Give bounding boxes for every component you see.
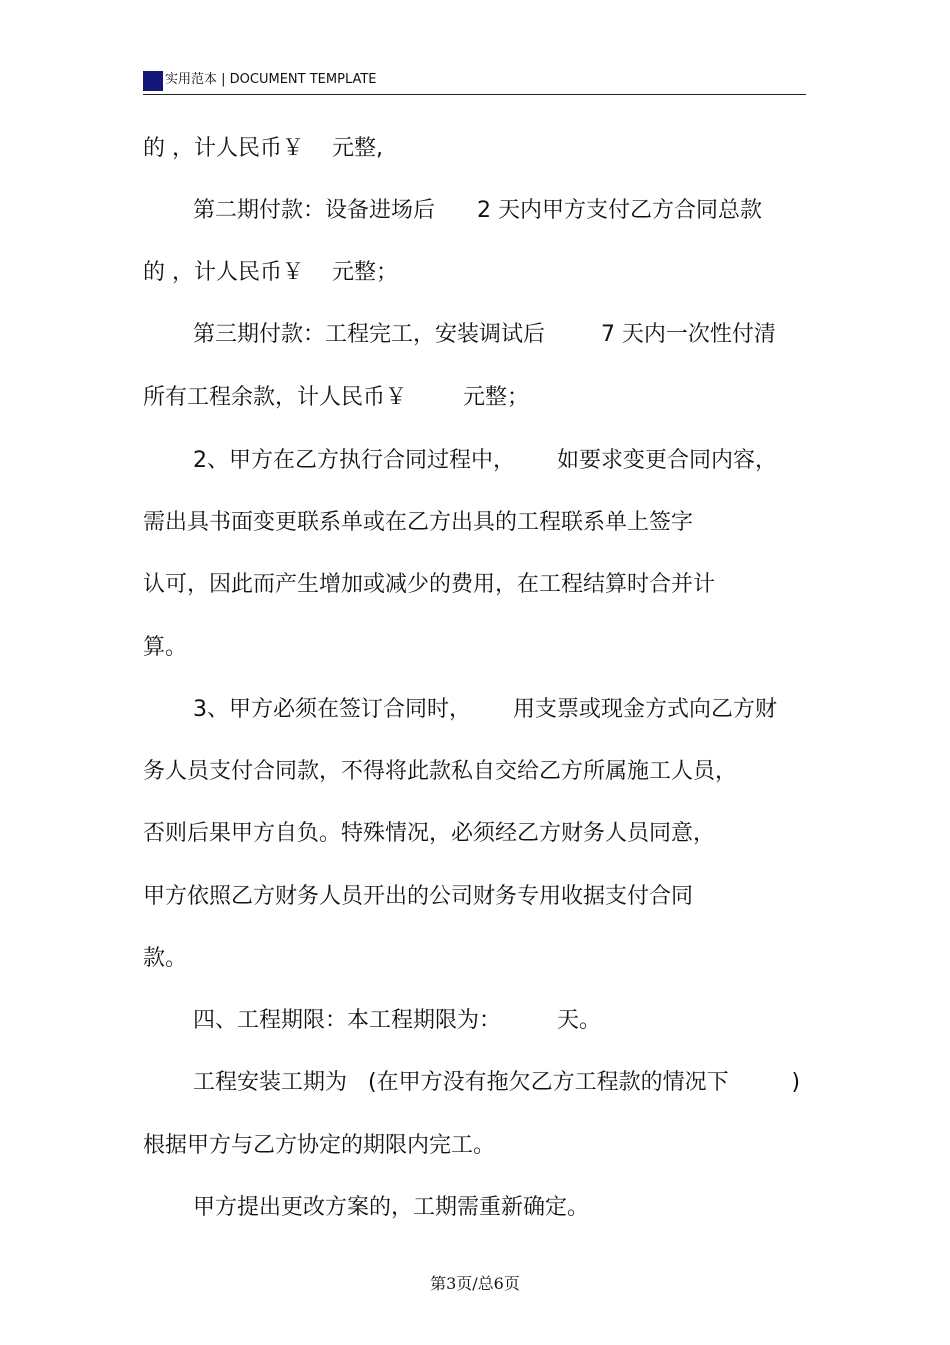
body-line: 认可，因此而产生增加或减少的费用，在工程结算时合并计 xyxy=(143,572,716,597)
logo-square-icon xyxy=(143,71,163,91)
body-line: 需出具书面变更联系单或在乙方出具的工程联系单上签字 xyxy=(143,510,694,535)
body-line: 甲方提出更改方案的，工期需重新确定。 xyxy=(193,1195,590,1220)
body-line: 的 ，计人民币￥ 元整, xyxy=(143,136,383,161)
body-line: 务人员支付合同款，不得将此款私自交给乙方所属施工人员， xyxy=(143,759,738,784)
body-line: 根据甲方与乙方协定的期限内完工。 xyxy=(143,1133,496,1158)
header-title xyxy=(165,71,377,89)
body-line: 的 ，计人民币￥ 元整； xyxy=(143,260,398,285)
header-separator: | xyxy=(217,72,230,87)
body-line: 算。 xyxy=(143,635,188,660)
header-brand: 实用范本 xyxy=(165,72,218,87)
body-line: 所有工程余款，计人民币￥ 元整； xyxy=(143,385,529,410)
body-line: 第三期付款：工程完工，安装调试后 7 天内一次性付清 xyxy=(193,322,776,347)
body-line: 2、甲方在乙方执行合同过程中， 如要求变更合同内容， xyxy=(193,448,777,473)
body-line: 工程安装工期为 (在甲方没有拖欠乙方工程款的情况下 ) xyxy=(193,1070,801,1095)
page-header xyxy=(143,68,806,95)
header-subtitle: DOCUMENT TEMPLATE xyxy=(229,72,377,87)
body-line: 3、甲方必须在签订合同时， 用支票或现金方式向乙方财 xyxy=(193,697,777,722)
body-line: 甲方依照乙方财务人员开出的公司财务专用收据支付合同 xyxy=(143,884,694,909)
body-line: 否则后果甲方自负。特殊情况，必须经乙方财务人员同意， xyxy=(143,821,716,846)
body-line: 四、工程期限：本工程期限为： 天。 xyxy=(193,1008,601,1033)
body-line: 第二期付款：设备进场后 2 天内甲方支付乙方合同总款 xyxy=(193,198,762,223)
page-number: 第3页/总6页 xyxy=(430,1274,520,1293)
body-line: 款。 xyxy=(143,946,188,971)
